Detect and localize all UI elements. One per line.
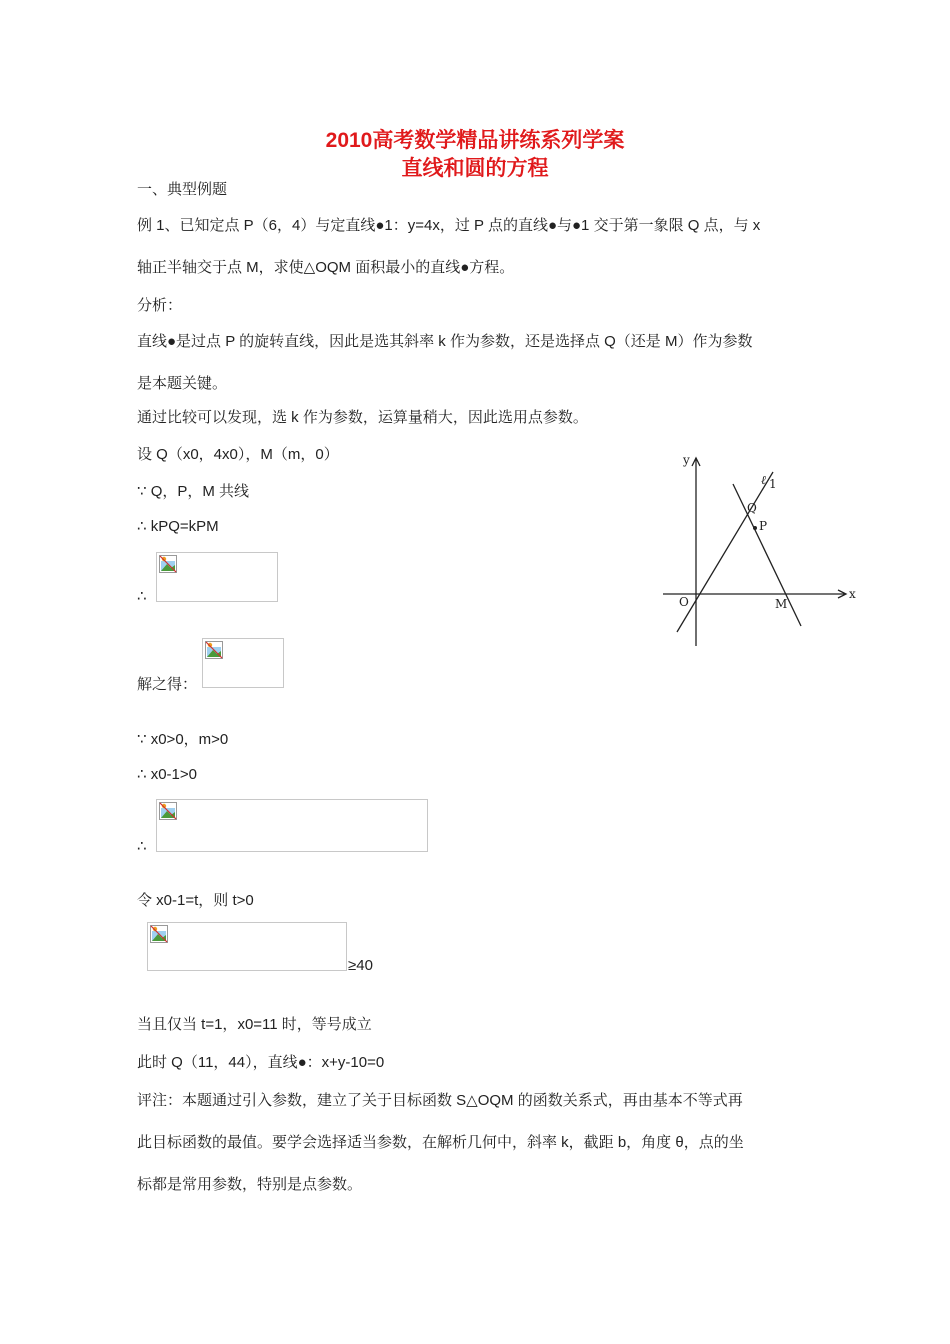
step-5: 解之得： — [137, 676, 198, 693]
formula-image-1 — [156, 552, 278, 602]
point-p — [753, 526, 757, 530]
document-title-line2: 直线和圆的方程 — [401, 157, 549, 180]
origin-label: O — [679, 595, 689, 609]
point-m-label: M — [775, 597, 788, 611]
step-12: 此时 Q（11，44），直线●：x+y-10=0 — [137, 1054, 385, 1071]
step-10: ≥40 — [348, 957, 373, 974]
line-l1 — [677, 472, 773, 632]
step-11: 当且仅当 t=1，x0=11 时，等号成立 — [137, 1016, 372, 1033]
broken-image-icon — [159, 802, 177, 820]
comment-line-2: 此目标函数的最值。要学会选择适当参数，在解析几何中，斜率 k，截距 b，角度 θ，点的坐 — [137, 1134, 744, 1151]
example-line-1: 例 1、已知定点 P（6，4）与定直线●1：y=4x，过 P 点的直线●与●1 交于第一象限 Q 点，与 x — [137, 217, 761, 234]
step-1: 设 Q（x0，4x0），M（m，0） — [137, 446, 339, 463]
point-q-label: Q — [747, 501, 757, 515]
example-line-2: 轴正半轴交于点 M，求使△OQM 面积最小的直线●方程。 — [137, 259, 515, 276]
broken-image-icon — [159, 555, 177, 573]
step-8: ∴ — [137, 838, 147, 855]
section-heading: 一、典型例题 — [137, 181, 228, 198]
analysis-p1-line2: 是本题关键。 — [137, 375, 228, 392]
broken-image-icon — [150, 925, 168, 943]
coordinate-figure — [655, 448, 865, 648]
step-3: ∴ kPQ=kPM — [137, 518, 219, 535]
x-axis-label: x — [849, 587, 856, 601]
step-2: ∵ Q，P，M 共线 — [137, 483, 250, 500]
step-6: ∵ x0>0，m>0 — [137, 731, 229, 748]
comment-line-1: 评注：本题通过引入参数，建立了关于目标函数 S△OQM 的函数关系式，再由基本不等式再 — [137, 1092, 743, 1109]
analysis-label: 分析： — [137, 297, 183, 314]
formula-image-2 — [202, 638, 284, 688]
y-axis-label: y — [683, 453, 690, 467]
line-l — [733, 484, 801, 626]
formula-image-3 — [156, 799, 428, 852]
document-title-line1: 2010高考数学精品讲练系列学案 — [325, 129, 625, 152]
analysis-p2: 通过比较可以发现，选 k 作为参数，运算量稍大，因此选用点参数。 — [137, 409, 588, 426]
broken-image-icon — [205, 641, 223, 659]
formula-image-4 — [147, 922, 347, 971]
line-l1-subscript: 1 — [769, 477, 777, 491]
line-l1-label: ℓ — [761, 473, 766, 487]
comment-line-3: 标都是常用参数，特别是点参数。 — [137, 1176, 363, 1193]
point-p-label: P — [759, 519, 768, 533]
step-7: ∴ x0-1>0 — [137, 766, 197, 783]
step-4: ∴ — [137, 588, 147, 605]
analysis-p1-line1: 直线●是过点 P 的旋转直线，因此是选其斜率 k 作为参数，还是选择点 Q（还是 M）作为参数 — [137, 333, 753, 350]
step-9: 令 x0-1=t，则 t>0 — [137, 892, 254, 909]
